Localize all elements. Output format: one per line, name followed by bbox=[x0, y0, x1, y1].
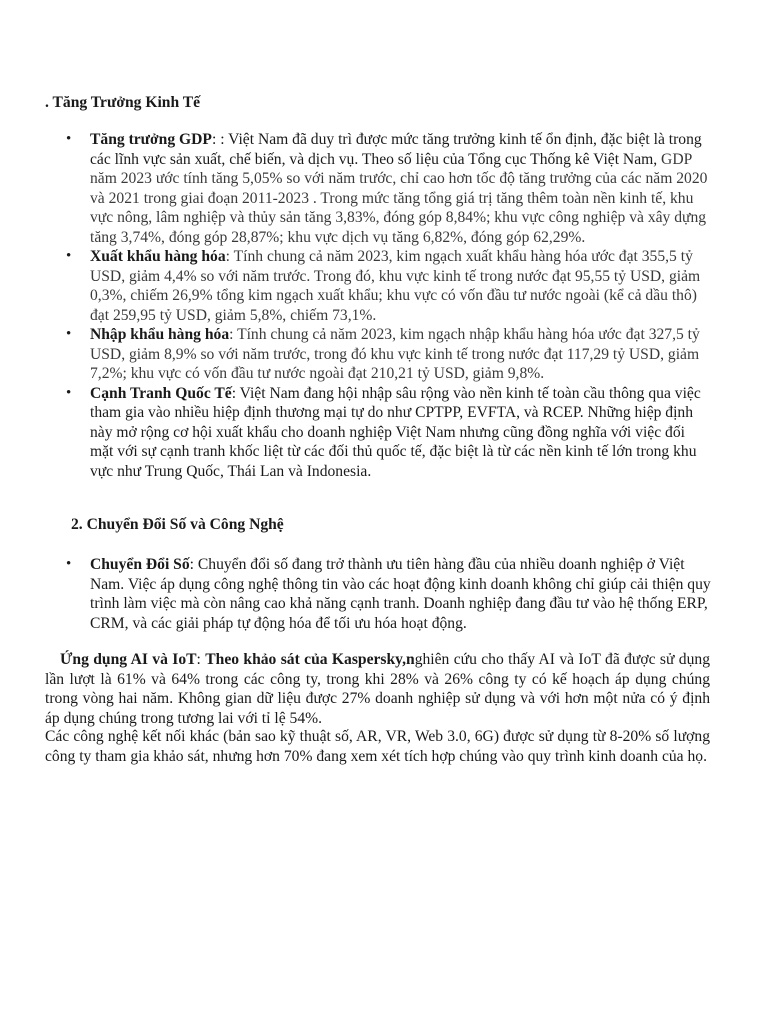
item-label: Chuyển Đổi Số bbox=[90, 556, 190, 573]
list-item-competition bbox=[90, 384, 712, 482]
paragraph-bold-text: Theo khảo sát của Kaspersky,n bbox=[205, 651, 415, 668]
section-heading-economic-growth: . Tăng Trưởng Kinh Tế bbox=[45, 94, 201, 111]
item-label: Tăng trưởng GDP bbox=[90, 131, 212, 148]
item-text: : Việt Nam đang hội nhập sâu rộng vào nền kinh tế toàn cầu thông qua việc tham gia vào nhiều hiệp định thương mại tự do như CPTPP, EVFTA, và RCEP. Những hiệp định này mở rộng cơ hội xuất khẩu cho doanh nghiệp Việt Nam nhưng cũng đồng nghĩa với việc đối mặt với sự cạnh tranh khốc liệt từ các đối thủ quốc tế, đặc biệt là từ các nền kinh tế lớn trong khu vực như Trung Quốc, Thái Lan và Indonesia. bbox=[90, 384, 701, 480]
paragraph-colon: : bbox=[196, 651, 206, 668]
digital-transformation-list bbox=[0, 555, 712, 633]
ai-iot-paragraph bbox=[45, 650, 710, 728]
item-label: Xuất khẩu hàng hóa bbox=[90, 248, 226, 265]
list-item-gdp bbox=[90, 130, 712, 247]
list-item-export bbox=[90, 247, 712, 325]
other-technologies-paragraph: Các công nghệ kết nối khác (bản sao kỹ thuật số, AR, VR, Web 3.0, 6G) được sử dụng từ 8-20% số lượng công ty tham gia khảo sát, nhưng hơn 70% đang xem xét tích hợp chúng vào quy trình kinh doanh của họ. bbox=[45, 728, 710, 765]
item-text-continued: GDP năm 2023 ước tính tăng 5,05% so với năm trước, chỉ cao hơn tốc độ tăng trưởng của các năm 2020 và 2021 trong giai đoạn 2011-2023 . Trong mức tăng tổng giá trị tăng thêm toàn nền kinh tế, khu vực nông, lâm nghiệp và thủy sản tăng 3,83%, đóng góp 8,84%; khu vực công nghiệp và xây dựng tăng 3,74%, đóng góp 28,87%; khu vực dịch vụ tăng 6,82%, đóng góp 62,29%. bbox=[90, 150, 708, 246]
paragraph-label: Ứng dụng AI và IoT bbox=[60, 651, 197, 668]
item-text: : Tính chung cả năm 2023, kim ngạch nhập khẩu hàng hóa ước đạt 327,5 tỷ USD, giảm 8,9% so với năm trước, trong đó khu vực kinh tế trong nước đạt 117,29 tỷ USD, giảm 7,2%; khu vực có vốn đầu tư nước ngoài đạt 210,21 tỷ USD, giảm 9,8%. bbox=[90, 326, 700, 382]
section-heading-digital-transformation: 2. Chuyển Đổi Số và Công Nghệ bbox=[71, 516, 284, 533]
item-text: : Tính chung cả năm 2023, kim ngạch xuất khẩu hàng hóa ước đạt 355,5 tỷ USD, giảm 4,4% so với năm trước. Trong đó, khu vực kinh tế trong nước đạt 95,55 tỷ USD, giảm 0,3%, chiếm 26,9% tổng kim ngạch xuất khẩu; khu vực có vốn đầu tư nước ngoài (kể cả dầu thô) đạt 259,95 tỷ USD, giảm 5,8%, chiếm 73,1%. bbox=[90, 248, 701, 324]
item-text: : : Việt Nam đã duy trì được mức tăng trưởng kinh tế ổn định, đặc biệt là trong các lĩnh vực sản xuất, chế biến, và dịch vụ. Theo số liệu của Tổng cục Thống kê Việt Nam, bbox=[90, 131, 702, 168]
list-item-import bbox=[90, 325, 712, 384]
item-text: : Chuyển đổi số đang trở thành ưu tiên hàng đầu của nhiều doanh nghiệp ở Việt Nam. Việc áp dụng công nghệ thông tin vào các hoạt động kinh doanh không chỉ giúp cải thiện quy trình làm việc mà còn nâng cao khả năng cạnh tranh. Doanh nghiệp đang đầu tư vào hệ thống ERP, CRM, và các giải pháp tự động hóa để tối ưu hóa hoạt động. bbox=[90, 556, 711, 632]
paragraph-text: ghiên cứu cho thấy AI và IoT đã được sử dụng lần lượt là 61% và 64% trong các công ty, trong khi 28% và 26% công ty có kế hoạch áp dụng chúng trong vòng hai năm. Không gian dữ liệu được 27% doanh nghiệp sử dụng và với hơn một nửa có ý định áp dụng chúng trong tương lai với tỉ lệ 54%. bbox=[45, 651, 710, 727]
economic-growth-list bbox=[0, 130, 712, 481]
list-item-digital-transformation bbox=[90, 555, 712, 633]
item-label: Nhập khẩu hàng hóa bbox=[90, 326, 230, 343]
item-label: Cạnh Tranh Quốc Tế bbox=[90, 384, 232, 402]
